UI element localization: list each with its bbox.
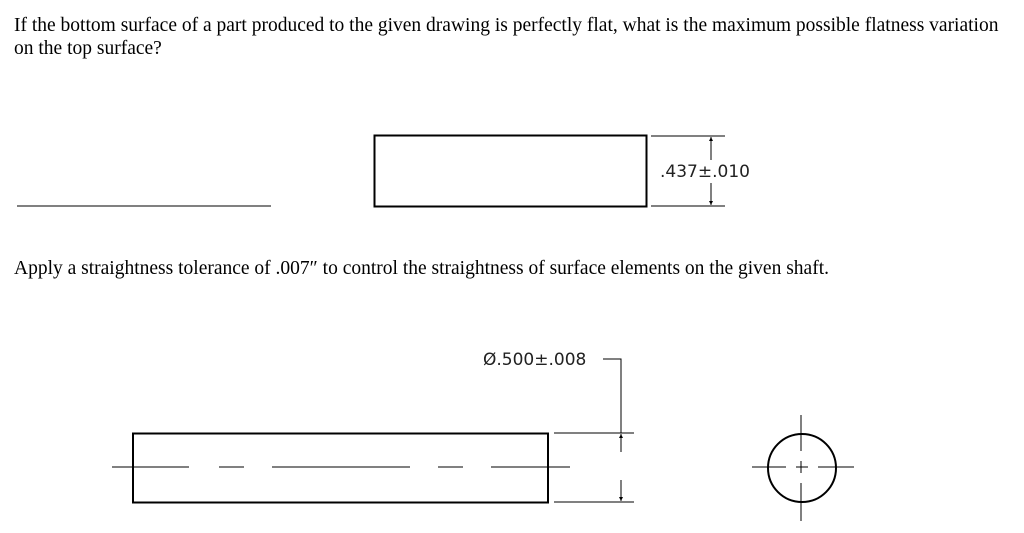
- diameter-dimension-label: Ø.500±.008: [483, 350, 587, 370]
- diameter-leader-line: [603, 359, 621, 433]
- shaft-outline: [133, 434, 548, 503]
- shaft-end-circle: [768, 434, 836, 502]
- shaft-drawing: [112, 350, 634, 503]
- thickness-dimension-label: .437±.010: [660, 162, 750, 182]
- shaft-end-view: [752, 415, 854, 521]
- block-part-outline: [375, 136, 647, 207]
- question-1-text: If the bottom surface of a part produced to the given drawing is perfectly flat, what is the maximum possible flatness variation on the top surface?: [14, 15, 999, 59]
- question-2-text: Apply a straightness tolerance of .007″ to control the straightness of surface elements on the given shaft.: [14, 258, 829, 279]
- block-drawing: [17, 136, 750, 207]
